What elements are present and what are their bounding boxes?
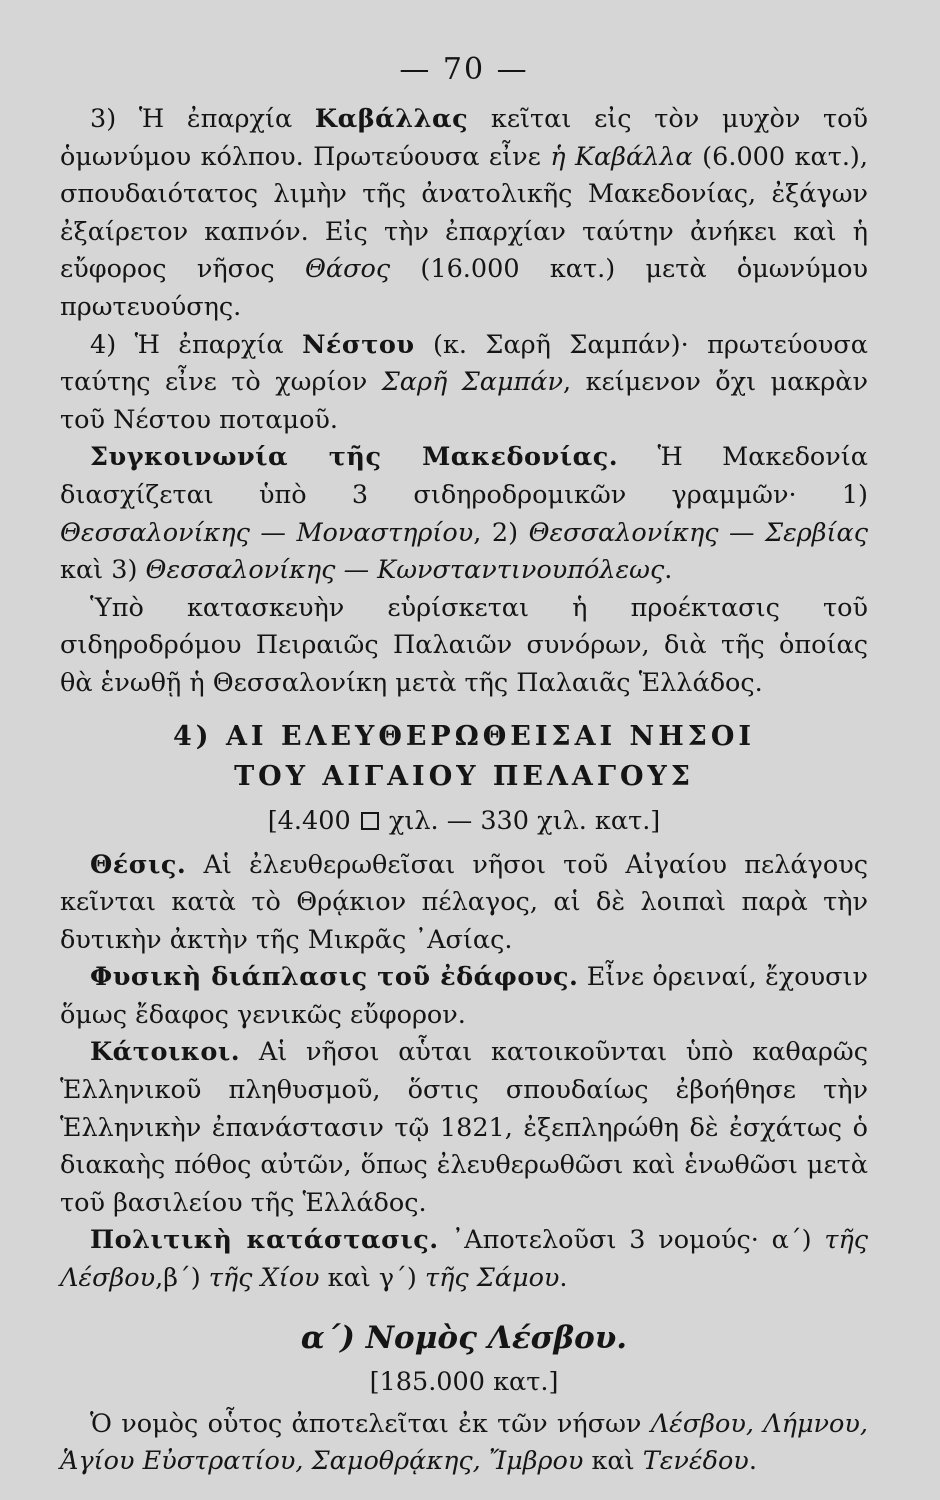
- paragraph-prefix: 3) Ἡ ἐπαρχία: [90, 104, 315, 134]
- paragraph-text: Ἡ Μακεδονία διασχίζεται ὑπὸ 3 σιδηροδρομικῶν γραμμῶν· 1): [60, 442, 868, 510]
- paragraph-text: καὶ 3): [60, 555, 146, 586]
- paragraph-nestos: [60, 327, 868, 440]
- section-title-line-1: 4) ΑΙ ΕΛΕΥΘΕΡΩΘΕΙΣΑΙ ΝΗΣΟΙ: [173, 720, 755, 752]
- paragraph-nomos-lesbos: [60, 1406, 868, 1481]
- nomos-title: α΄) Νομὸς Λέσβου.: [300, 1319, 628, 1356]
- paragraph-text: .: [748, 1446, 757, 1477]
- nomos-area: [185.000 κατ.]: [369, 1366, 559, 1397]
- area-value: [4.400: [267, 805, 351, 836]
- paragraph-kavala: [60, 101, 868, 327]
- paragraph-text: Ὁ νομὸς οὗτος ἀποτελεῖται ἐκ τῶν νήσων: [90, 1408, 651, 1439]
- paragraph-text: (6.000 κατ.), σπουδαιότατος λιμὴν τῆς ἀνατολικῆς Μακεδονίας, ἐξάγων ἐξαίρετον καπνόν. Εἰς τὴν ἐπαρχίαν ταύτην ἀνήκει καὶ ἡ εὔφορος νῆσος: [60, 141, 868, 285]
- paragraph-physical: [60, 959, 868, 1034]
- term-kavala: Καβάλλας: [314, 104, 469, 134]
- section-area: [60, 801, 868, 841]
- paragraph-text: (16.000 κατ.) μετὰ ὁμωνύμου πρωτευούσης.: [60, 254, 868, 322]
- paragraph-railway-extension: Ὑπὸ κατασκευὴν εὑρίσκεται ἡ προέκτασις τοῦ σιδηροδρόμου Πειραιῶς Παλαιῶν συνόρων, διὰ τῆς ὁποίας θὰ ἑνωθῇ ἡ Θεσσαλονίκη μετὰ τῆς Παλαιᾶς Ἑλλάδος.: [60, 592, 868, 698]
- paragraph-text: κεῖται εἰς τὸν μυχὸν τοῦ ὁμωνύμου κόλπου. Πρωτεύουσα εἶνε: [60, 104, 868, 172]
- paragraph-text: ᾿Αποτελοῦσι 3 νομούς· α΄): [438, 1225, 825, 1256]
- italic-text: Θεσσαλονίκης — Μοναστηρίου: [60, 517, 474, 548]
- italic-text: Θεσσαλονίκης — Σερβίας: [528, 517, 868, 548]
- paragraph-text: .: [664, 555, 673, 586]
- paragraph-text: (κ. Σαρῆ Σαμπάν)· πρωτεύουσα ταύτης εἶνε τὸ χωρίον: [60, 329, 868, 398]
- italic-text: Θάσος: [304, 254, 391, 285]
- term-physical: Φυσικὴ διάπλασις τοῦ ἐδάφους.: [90, 962, 579, 993]
- section-title-line-2: ΤΟΥ ΑΙΓΑΙΟΥ ΠΕΛΑΓΟΥΣ: [234, 760, 694, 792]
- italic-text: Θεσσαλονίκης — Κωνσταντινουπόλεως: [145, 555, 665, 586]
- italic-text: τῆς Σάμου: [424, 1263, 560, 1294]
- italic-text: Λέσβου, Λήμνου, Ἁγίου Εὐστρατίου, Σαμοθρᾴκης, Ἴμβρου: [60, 1408, 868, 1477]
- paragraph-communication: [60, 439, 868, 589]
- term-communication: Συγκοινωνία τῆς Μακεδονίας.: [90, 442, 619, 473]
- paragraph-text: Αἱ νῆσοι αὗται κατοικοῦνται ὑπὸ καθαρῶς Ἑλληνικοῦ πληθυσμοῦ, ὅστις σπουδαίως ἐβοήθησε τὴν Ἑλληνικὴν ἐπανάστασιν τῷ 1821, ἐξεπληρώθη δὲ ἐσχάτως ὁ διακαὴς πόθος αὐτῶν, ὅπως ἐλευθερωθῶσι καὶ ἑνωθῶσι μετὰ τοῦ βασιλείου τῆς Ἑλλάδος.: [60, 1037, 868, 1218]
- paragraph-text: Αἱ ἐλευθερωθεῖσαι νῆσοι τοῦ Αἰγαίου πελάγους κεῖνται κατὰ τὸ Θρᾴκιον πέλαγος, αἱ δὲ λοιπαὶ παρὰ τὴν δυτικὴν ἀκτὴν τῆς Μικρᾶς ᾿Ασίας.: [60, 849, 868, 955]
- term-nestos: Νέστου: [302, 329, 415, 360]
- italic-text: Τενέδου: [642, 1446, 749, 1477]
- paragraph-text: .: [559, 1263, 568, 1294]
- page-number: — 70 —: [399, 52, 529, 87]
- paragraph-text: ,β΄): [155, 1263, 209, 1294]
- paragraph-political: [60, 1222, 868, 1297]
- paragraph-text: , κείμενον ὄχι μακρὰν τοῦ Νέστου ποταμοῦ.: [60, 367, 868, 435]
- paragraph-text: καὶ γ΄): [319, 1263, 425, 1294]
- paragraph-text: καὶ: [583, 1446, 643, 1477]
- paragraph-position: [60, 847, 868, 960]
- italic-text: τῆς Χίου: [208, 1263, 320, 1294]
- italic-text: Σαρῆ Σαμπάν: [381, 367, 564, 398]
- paragraph-prefix: 4) Ἡ ἐπαρχία: [90, 329, 303, 360]
- square-symbol-icon: [361, 812, 379, 830]
- area-population: χιλ. — 330 χιλ. κατ.]: [388, 805, 661, 836]
- term-inhabitants: Κάτοικοι.: [90, 1037, 241, 1068]
- italic-text: τῆς Λέσβου: [60, 1225, 869, 1294]
- italic-text: ἡ Καβάλλα: [550, 141, 693, 172]
- term-position: Θέσις.: [90, 849, 187, 880]
- paragraph-text: Εἶνε ὀρειναί, ἔχουσιν ὅμως ἔδαφος γενικῶς εὔφορον.: [60, 962, 869, 1030]
- term-political: Πολιτικὴ κατάστασις.: [90, 1225, 439, 1256]
- paragraph-text: , 2): [473, 517, 529, 548]
- paragraph-inhabitants: [60, 1034, 868, 1222]
